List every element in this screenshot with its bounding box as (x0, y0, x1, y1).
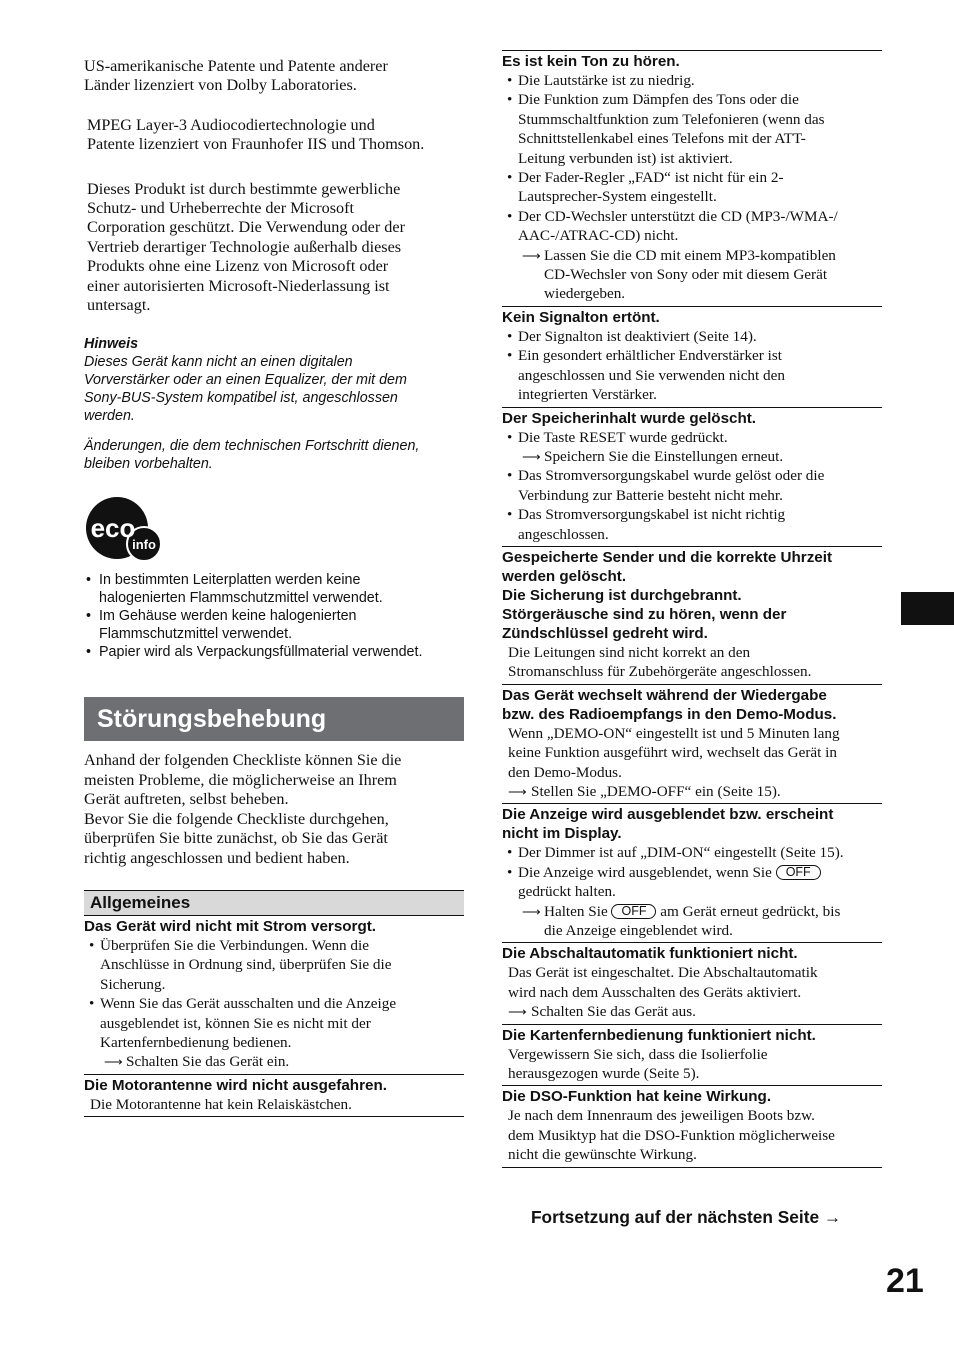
troubleshooting-entry (502, 50, 882, 307)
continuation-line (502, 129, 882, 148)
continuation-line (502, 110, 882, 129)
bullet-line (84, 994, 464, 1013)
line-text: Der CD-Wechsler unterstützt die CD (MP3-/WMA-/ (518, 207, 838, 225)
line-text: Vergewissern Sie sich, dass die Isolierfolie (508, 1045, 768, 1063)
text-line (502, 763, 882, 782)
entry-title: Kein Signalton ertönt. (502, 308, 660, 326)
bullet-line (502, 207, 882, 226)
eco-bullet-item (84, 607, 464, 643)
license-paragraph (84, 57, 464, 96)
line-text: Stromanschluss für Zubehörgeräte angeschlossen. (508, 663, 812, 681)
line-text: Der Dimmer ist auf „DIM-ON“ eingestellt (Seite 15). (518, 844, 844, 862)
text-line: Anhand der folgenden Checkliste können Sie die (84, 751, 402, 770)
continuation-line (502, 187, 882, 206)
entry-title: Gespeicherte Sender und die korrekte Uhrzeit (502, 548, 833, 566)
eco-info-icon (84, 497, 162, 563)
entry-title: Die DSO-Funktion hat keine Wirkung. (502, 1088, 772, 1106)
troubleshooting-entry (84, 916, 464, 1075)
line-text: Sicherung. (100, 975, 166, 993)
line-text: Die Motorantenne hat kein Relaiskästchen. (90, 1095, 352, 1113)
troubleshooting-entry (502, 1086, 882, 1167)
entry-title: Die Motorantenne wird nicht ausgefahren. (84, 1076, 387, 1094)
text-line (502, 1045, 882, 1064)
text-line (502, 1064, 882, 1083)
line-text: angeschlossen und Sie verwenden nicht den (518, 366, 785, 384)
line-text: Lautsprecher-System eingestellt. (518, 188, 717, 206)
line-text: Schalten Sie das Gerät aus. (531, 1003, 696, 1021)
line-text: Überprüfen Sie die Verbindungen. Wenn die (100, 936, 369, 954)
line-text: Schnittstellenkabel eines Telefons mit der ATT- (518, 130, 806, 148)
line-text: wird nach dem Ausschalten des Geräts aktiviert. (508, 983, 802, 1001)
text-line (502, 724, 882, 743)
continuation-line (502, 385, 882, 404)
arrow-icon: ⟶ (522, 247, 541, 263)
text-line: Flammschutzmittel verwendet. (99, 626, 293, 643)
entry-title: bzw. des Radioempfangs in den Demo-Modus. (502, 705, 837, 723)
eco-bullet-list (84, 571, 464, 661)
text-line: einer autorisierten Microsoft-Niederlassung ist (87, 276, 390, 295)
text-line: Länder lizenziert von Dolby Laboratories. (84, 76, 357, 95)
line-text: Das Gerät ist eingeschaltet. Die Abschaltautomatik (508, 964, 818, 982)
line-text: Stellen Sie „DEMO-OFF“ ein (Seite 15). (531, 782, 781, 800)
line-text: Die Anzeige wird ausgeblendet, wenn Sie (518, 863, 772, 881)
continuation-line (502, 149, 882, 168)
line-text: Die Leitungen sind nicht korrekt an den (508, 643, 751, 661)
text-line: Sony-BUS-System kompatibel ist, angeschlossen (84, 390, 398, 407)
text-line: Gerät auftreten, selbst beheben. (84, 790, 289, 809)
continuation-note: Fortsetzung auf der nächsten Seite → (531, 1207, 842, 1227)
page-number: 21 (886, 1262, 924, 1300)
text-line: Dieses Produkt ist durch bestimmte gewerbliche (87, 179, 401, 198)
continuation-line (502, 486, 882, 505)
entry-title: Der Speicherinhalt wurde gelöscht. (502, 409, 757, 427)
remedy-line (502, 246, 882, 265)
line-text: integrierten Verstärker. (518, 386, 657, 404)
bullet-line (502, 90, 882, 109)
line-text: Die Taste RESET wurde gedrückt. (518, 428, 728, 446)
continuation-line (502, 366, 882, 385)
line-text: ausgeblendet ist, können Sie es nicht mit der (100, 1014, 371, 1032)
eco-logo-text: eco (90, 513, 136, 544)
left-troubleshooting-list (84, 916, 464, 1117)
off-button-icon: OFF (776, 865, 821, 880)
entry-title: nicht im Display. (502, 825, 622, 843)
line-text: gedrückt halten. (518, 883, 616, 901)
line-text: keine Funktion ausgeführt wird, wechselt das Gerät in (508, 744, 837, 762)
remedy-line (502, 447, 882, 466)
entry-title: Das Gerät wechselt während der Wiedergabe (502, 686, 827, 704)
remedy-line (502, 782, 882, 801)
line-text: Je nach dem Innenraum des jeweiligen Boots bzw. (508, 1107, 815, 1125)
line-text: Wenn Sie das Gerät ausschalten und die Anzeige (100, 995, 397, 1013)
remedy-continuation-line (502, 265, 882, 284)
text-line (502, 1106, 882, 1125)
license-paragraph (84, 116, 464, 155)
line-text: Schalten Sie das Gerät ein. (126, 1053, 290, 1071)
entry-title: Zündschlüssel gedreht wird. (502, 624, 708, 642)
troubleshooting-entry (502, 943, 882, 1024)
entry-title: Störgeräusche sind zu hören, wenn der (502, 605, 787, 623)
bullet-line (502, 505, 882, 524)
hinweis-text (84, 353, 464, 425)
bullet-line (502, 346, 882, 365)
line-text: dem Musiktyp hat die DSO-Funktion möglicherweise (508, 1126, 835, 1144)
line-text: AAC-/ATRAC-CD) nicht. (518, 227, 679, 245)
text-line: Änderungen, die dem technischen Fortschritt dienen, (84, 438, 420, 455)
remedy-line (502, 902, 882, 921)
arrow-icon: ⟶ (522, 903, 541, 919)
troubleshooting-entry (502, 804, 882, 943)
entry-title: Die Abschaltautomatik funktioniert nicht. (502, 945, 798, 963)
line-text: angeschlossen. (518, 525, 609, 543)
text-line: bleiben vorbehalten. (84, 456, 213, 473)
line-text: Leitung verbunden ist) ist aktiviert. (518, 149, 733, 167)
line-text: Die Lautstärke ist zu niedrig. (518, 72, 695, 89)
bullet-line (502, 863, 882, 882)
bullet-line (502, 843, 882, 862)
entry-title: Die Sicherung ist durchgebrannt. (502, 586, 742, 604)
line-text: Der Fader-Regler „FAD“ ist nicht für ein 2- (518, 169, 784, 187)
continuation-line (502, 226, 882, 245)
arrow-icon: ⟶ (508, 783, 527, 799)
remedy-continuation-line (502, 284, 882, 303)
continuation-line (84, 1033, 464, 1052)
continuation-line (84, 1014, 464, 1033)
line-text: herausgezogen wurde (Seite 5). (508, 1065, 700, 1083)
continuation-line (84, 955, 464, 974)
bullet-line (502, 168, 882, 187)
text-line: Schutz- und Urheberrechte der Microsoft (87, 199, 354, 218)
text-line: überprüfen Sie bitte zunächst, ob Sie das Gerät (84, 829, 388, 848)
text-line: halogenierten Flammschutzmittel verwendet. (99, 590, 383, 607)
remedy-line (502, 1002, 882, 1021)
entry-title: werden gelöscht. (502, 567, 627, 585)
troubleshooting-entry (84, 1075, 464, 1117)
license-paragraph (84, 180, 464, 316)
line-text: Ein gesondert erhältlicher Endverstärker ist (518, 347, 782, 365)
continuation-line (84, 975, 464, 994)
text-line: untersagt. (87, 296, 151, 315)
eco-bullet-item (84, 643, 464, 661)
off-button-icon: OFF (611, 904, 656, 919)
left-column (84, 57, 464, 1117)
line-text: den Demo-Modus. (508, 763, 622, 781)
text-line (502, 743, 882, 762)
remedy-line (84, 1052, 464, 1071)
line-text: Stummschaltfunktion zum Telefonieren (wenn das (518, 110, 825, 128)
text-line (502, 643, 882, 662)
eco-logo-subtext: info (132, 537, 156, 553)
line-text: Der Signalton ist deaktiviert (Seite 14). (518, 327, 757, 345)
troubleshooting-entry (502, 408, 882, 547)
text-line (502, 1145, 882, 1164)
troubleshooting-entry (502, 307, 882, 408)
entry-title: Es ist kein Ton zu hören. (502, 53, 680, 70)
text-line (502, 963, 882, 982)
text-line: richtig angeschlossen und bedient haben. (84, 848, 350, 867)
bullet-line (502, 327, 882, 346)
line-text: Das Stromversorgungskabel wurde gelöst oder die (518, 467, 825, 485)
line-text: Die Funktion zum Dämpfen des Tons oder die (518, 91, 799, 109)
line-text: am Gerät erneut gedrückt, bis (660, 902, 841, 920)
text-line: werden. (84, 408, 135, 425)
entry-title: Das Gerät wird nicht mit Strom versorgt. (84, 917, 377, 935)
arrow-icon: ⟶ (522, 448, 541, 464)
text-line: meisten Probleme, die möglicherweise an Ihrem (84, 770, 397, 789)
intro-paragraph (84, 751, 464, 867)
line-text: Halten Sie (544, 902, 608, 920)
text-line: Patente lizenziert von Fraunhofer IIS und Thomson. (87, 135, 425, 154)
line-text: Lassen Sie die CD mit einem MP3-kompatiblen (544, 246, 836, 264)
line-text: wiedergeben. (544, 285, 626, 303)
text-line: Dieses Gerät kann nicht an einen digitalen (84, 354, 353, 371)
text-line: Vertrieb derartiger Technologie außerhalb dieses (87, 237, 402, 256)
line-text: Kartenfernbedienung bedienen. (100, 1033, 292, 1051)
subsection-title: Allgemeines (84, 890, 464, 916)
line-text: die Anzeige eingeblendet wird. (544, 922, 733, 939)
section-thumb-tab (901, 592, 954, 625)
line-text: Das Stromversorgungskabel ist nicht richtig (518, 506, 786, 524)
troubleshooting-entry (502, 1025, 882, 1087)
text-line: • In bestimmten Leiterplatten werden keine (99, 572, 361, 589)
text-line (502, 1126, 882, 1145)
right-column (502, 50, 882, 1168)
bullet-line (502, 466, 882, 485)
hinweis-title: Hinweis (84, 336, 139, 353)
arrow-icon: ⟶ (508, 1004, 527, 1020)
bullet-line (84, 936, 464, 955)
text-line: US-amerikanische Patente und Patente anderer (84, 57, 388, 75)
continuation-line (502, 525, 882, 544)
text-line: • Papier wird als Verpackungsfüllmaterial verwendet. (99, 644, 423, 661)
entry-title: Die Anzeige wird ausgeblendet bzw. erscheint (502, 806, 834, 824)
text-line (502, 662, 882, 681)
line-text: Anschlüsse in Ordnung sind, überprüfen Sie die (100, 956, 392, 974)
text-line (502, 983, 882, 1002)
bullet-line (502, 71, 882, 90)
line-text: Speichern Sie die Einstellungen erneut. (544, 447, 784, 465)
troubleshooting-entry (502, 547, 882, 685)
remedy-continuation-line (502, 921, 882, 940)
text-line: • Im Gehäuse werden keine halogenierten (99, 608, 357, 625)
hinweis-note (84, 335, 464, 473)
text-line (84, 1095, 464, 1114)
hinweis-change-note (84, 437, 464, 473)
arrow-icon: ⟶ (104, 1054, 123, 1070)
line-text: Verbindung zur Batterie besteht nicht mehr. (518, 486, 783, 504)
text-line: Corporation geschützt. Die Verwendung oder der (87, 218, 405, 237)
text-line: Bevor Sie die folgende Checkliste durchgehen, (84, 809, 389, 828)
line-text: Wenn „DEMO-ON“ eingestellt ist und 5 Minuten lang (508, 724, 840, 742)
right-troubleshooting-list (502, 50, 882, 1168)
text-line: Vorverstärker oder an einen Equalizer, der mit dem (84, 372, 407, 389)
text-line: MPEG Layer-3 Audiocodiertechnologie und (87, 115, 375, 134)
bullet-line (502, 428, 882, 447)
section-title-banner: Störungsbehebung (84, 697, 464, 741)
line-text: nicht die gewünschte Wirkung. (508, 1146, 697, 1164)
entry-title: Die Kartenfernbedienung funktioniert nicht. (502, 1026, 816, 1044)
eco-bullet-item (84, 571, 464, 607)
troubleshooting-entry (502, 685, 882, 805)
eco-info-logo (84, 497, 464, 563)
continuation-line (502, 882, 882, 901)
text-line: Produkts ohne eine Lizenz von Microsoft oder (87, 257, 389, 276)
license-paragraphs (84, 57, 464, 315)
line-text: CD-Wechsler von Sony oder mit diesem Gerät (544, 266, 828, 284)
